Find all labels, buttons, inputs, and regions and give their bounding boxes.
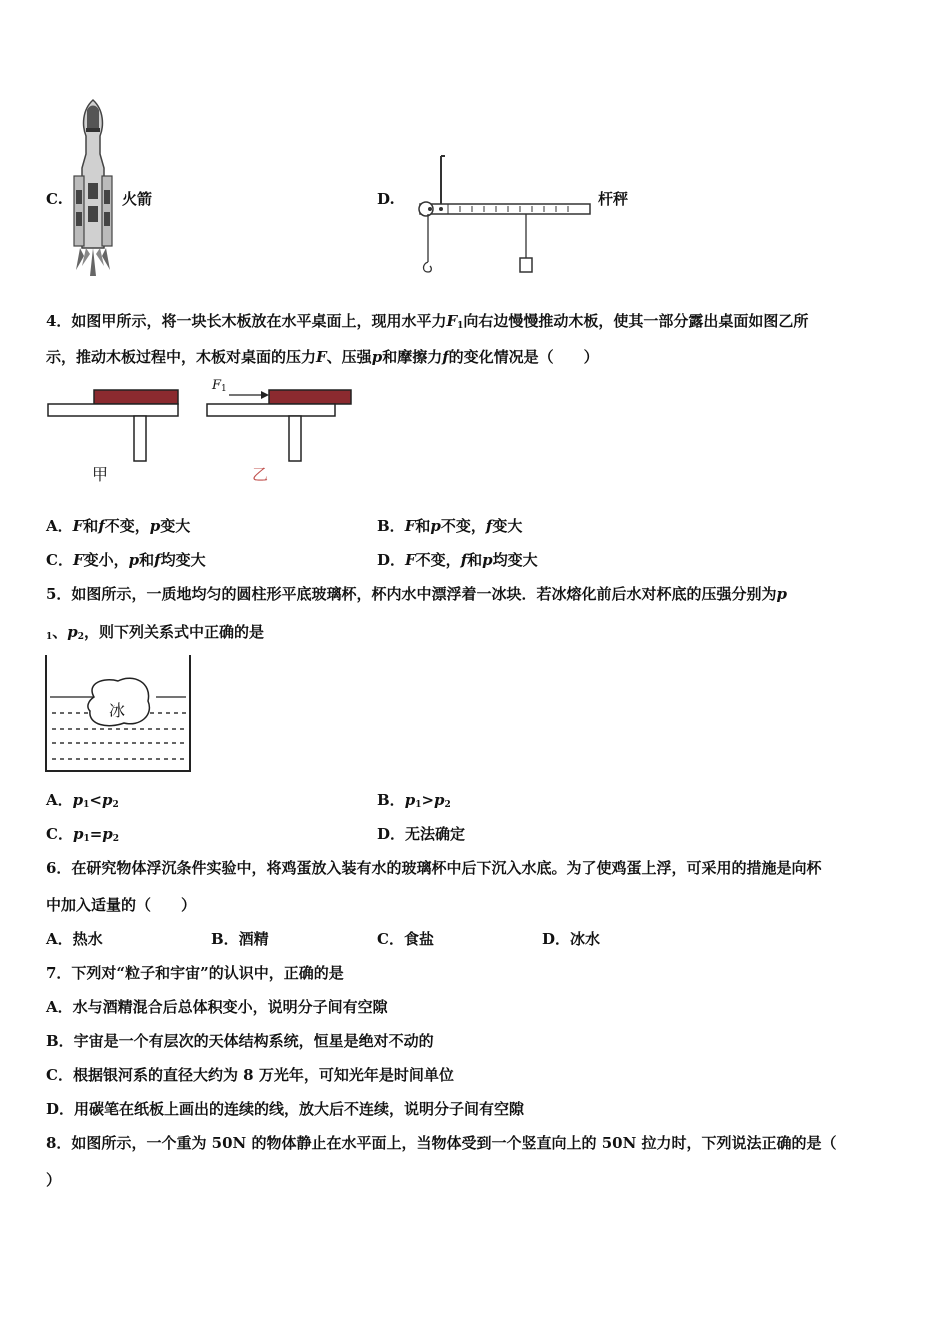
- q6-option-a[interactable]: A．热水: [46, 930, 103, 948]
- q7-stem: 7．下列对“粒子和宇宙”的认识中，正确的是: [46, 964, 344, 982]
- q4-option-a[interactable]: A．F和f不变，p变大: [46, 517, 191, 535]
- q3-option-c-label: 火箭: [122, 190, 153, 208]
- q4-stem-line2: 示，推动木板过程中，木板对桌面的压力F、压强p和摩擦力f的变化情况是（ ）: [46, 348, 599, 366]
- board-on-table-figure-jia: [46, 388, 182, 464]
- q6-option-d[interactable]: D．冰水: [542, 930, 601, 948]
- q4-stem-line1: 4．如图甲所示，将一块长木板放在水平桌面上，现用水平力$F_1$向右边慢慢推动木板，使其一部分露出桌面如图乙所: [46, 312, 809, 331]
- q3-option-d-letter: D.: [377, 190, 395, 208]
- q3-option-d[interactable]: [377, 189, 395, 209]
- figure-label-yi: 乙: [252, 465, 269, 484]
- board-on-table-figure-yi: [205, 388, 355, 464]
- q3-option-c-letter: C.: [46, 190, 63, 208]
- q7-option-c[interactable]: C．根据银河系的直径大约为 8 万光年，可知光年是时间单位: [46, 1066, 454, 1084]
- ice-label: 冰: [109, 701, 126, 720]
- q4-option-b[interactable]: B．F和p不变，f变大: [377, 517, 523, 535]
- q5-option-d[interactable]: D．无法确定: [377, 825, 466, 843]
- q3-option-c[interactable]: [46, 189, 63, 209]
- q8-stem-line1: 8．如图所示，一个重为 50N 的物体静止在水平面上，当物体受到一个竖直向上的 50N 拉力时，下列说法正确的是（: [46, 1134, 837, 1152]
- q5-option-b[interactable]: B．$p_1>p_2$: [377, 791, 451, 810]
- q7-option-a[interactable]: A．水与酒精混合后总体积变小，说明分子间有空隙: [46, 998, 388, 1016]
- q6-option-b[interactable]: B．酒精: [211, 930, 269, 948]
- q6-stem-line2: 中加入适量的（ ）: [46, 896, 197, 914]
- q5-option-c[interactable]: C．$p_1=p_2$: [46, 825, 120, 844]
- q5-stem-line2: $_1$、$p_2$，则下列关系式中正确的是: [46, 623, 265, 642]
- q6-stem-line1: 6．在研究物体浮沉条件实验中，将鸡蛋放入装有水的玻璃杯中后下沉入水底。为了使鸡蛋上浮，可采用的措施是向杯: [46, 859, 822, 877]
- q4-option-c[interactable]: C．F变小，p和f均变大: [46, 551, 206, 569]
- q7-option-d[interactable]: D．用碳笔在纸板上画出的连续的线，放大后不连续，说明分子间有空隙: [46, 1100, 525, 1118]
- q7-option-b[interactable]: B．宇宙是一个有层次的天体结构系统，恒星是绝对不动的: [46, 1032, 434, 1050]
- q4-option-d[interactable]: D．F不变，f和p均变大: [377, 551, 538, 569]
- force-label-f1: $F_1$: [212, 378, 227, 394]
- q8-stem-line2: ）: [46, 1171, 62, 1189]
- steelyard-figure: [408, 150, 593, 280]
- rocket-figure: [68, 98, 118, 278]
- q3-option-d-label: 杆秤: [598, 190, 629, 208]
- q6-option-c[interactable]: C．食盐: [377, 930, 434, 948]
- q5-option-a[interactable]: A．$p_1<p_2$: [46, 791, 119, 810]
- figure-label-jia: 甲: [92, 465, 109, 484]
- q5-stem-line1: 5．如图所示，一质地均匀的圆柱形平底玻璃杯，杯内水中漂浮着一冰块．若冰熔化前后水对杯底的压强分别为p: [46, 585, 787, 603]
